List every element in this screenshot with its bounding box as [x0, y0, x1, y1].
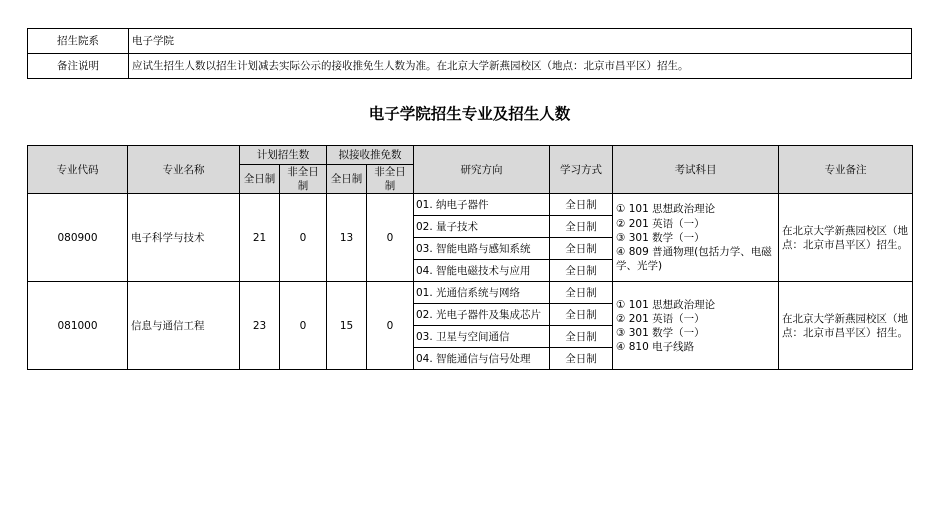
header-mode: 学习方式: [550, 146, 613, 194]
study-mode: 全日制: [550, 238, 613, 260]
header-code: 专业代码: [28, 146, 128, 194]
direction: 01. 光通信系统与网络: [414, 282, 550, 304]
exempt-fulltime: 13: [327, 194, 367, 282]
direction: 04. 智能电磁技术与应用: [414, 260, 550, 282]
info-row-dept: [28, 29, 912, 54]
header-subjects: 考试科目: [613, 146, 779, 194]
direction: 02. 光电子器件及集成芯片: [414, 304, 550, 326]
direction: 03. 智能电路与感知系统: [414, 238, 550, 260]
dept-value: 电子学院: [129, 29, 912, 54]
subject-item: ② 201 英语（一）: [616, 217, 705, 230]
study-mode: 全日制: [550, 194, 613, 216]
study-mode: 全日制: [550, 304, 613, 326]
plan-parttime: 0: [280, 194, 327, 282]
info-row-note: [28, 54, 912, 79]
subject-item: ② 201 英语（一）: [616, 312, 705, 325]
note-value: 应试生招生人数以招生计划减去实际公示的接收推免生人数为准。在北京大学新燕园校区（地点：北京市昌平区）招生。: [129, 54, 912, 79]
major-name: 电子科学与技术: [128, 194, 240, 282]
study-mode: 全日制: [550, 348, 613, 370]
header-plan-fulltime: 全日制: [240, 165, 280, 194]
study-mode: 全日制: [550, 260, 613, 282]
exam-subjects: [613, 194, 779, 282]
subject-item: ③ 301 数学（一）: [616, 231, 705, 244]
direction: 04. 智能通信与信号处理: [414, 348, 550, 370]
subject-item: ① 101 思想政治理论: [616, 298, 716, 311]
subject-item: ① 101 思想政治理论: [616, 203, 716, 216]
major-name: 信息与通信工程: [128, 282, 240, 370]
header-remark: 专业备注: [779, 146, 913, 194]
direction: 03. 卫星与空间通信: [414, 326, 550, 348]
majors-table: [27, 145, 913, 370]
plan-fulltime: 23: [240, 282, 280, 370]
table-row: [28, 282, 913, 304]
major-code: 081000: [28, 282, 128, 370]
exempt-fulltime: 15: [327, 282, 367, 370]
exempt-parttime: 0: [367, 194, 414, 282]
subject-item: ④ 809 普通物理(包括力学、电磁学、光学): [616, 245, 772, 273]
header-exempt-parttime: 非全日制: [367, 165, 414, 194]
note-label: 备注说明: [28, 54, 129, 79]
study-mode: 全日制: [550, 326, 613, 348]
study-mode: 全日制: [550, 216, 613, 238]
table-row: [28, 194, 913, 216]
page-title: 电子学院招生专业及招生人数: [368, 105, 571, 123]
header-direction: 研究方向: [414, 146, 550, 194]
major-code: 080900: [28, 194, 128, 282]
plan-parttime: 0: [280, 282, 327, 370]
major-remark: 在北京大学新燕园校区（地点：北京市昌平区）招生。: [779, 282, 913, 370]
plan-fulltime: 21: [240, 194, 280, 282]
dept-label: 招生院系: [28, 29, 129, 54]
header-row-1: [28, 146, 913, 165]
header-plan-parttime: 非全日制: [280, 165, 327, 194]
exam-subjects: [613, 282, 779, 370]
header-exempt: 拟接收推免数: [327, 146, 414, 165]
header-name: 专业名称: [128, 146, 240, 194]
exempt-parttime: 0: [367, 282, 414, 370]
study-mode: 全日制: [550, 282, 613, 304]
header-plan: 计划招生数: [240, 146, 327, 165]
major-remark: 在北京大学新燕园校区（地点：北京市昌平区）招生。: [779, 194, 913, 282]
info-table: [27, 28, 912, 79]
direction: 01. 纳电子器件: [414, 194, 550, 216]
subject-item: ④ 810 电子线路: [616, 341, 695, 354]
subject-item: ③ 301 数学（一）: [616, 326, 705, 339]
header-exempt-fulltime: 全日制: [327, 165, 367, 194]
direction: 02. 量子技术: [414, 216, 550, 238]
